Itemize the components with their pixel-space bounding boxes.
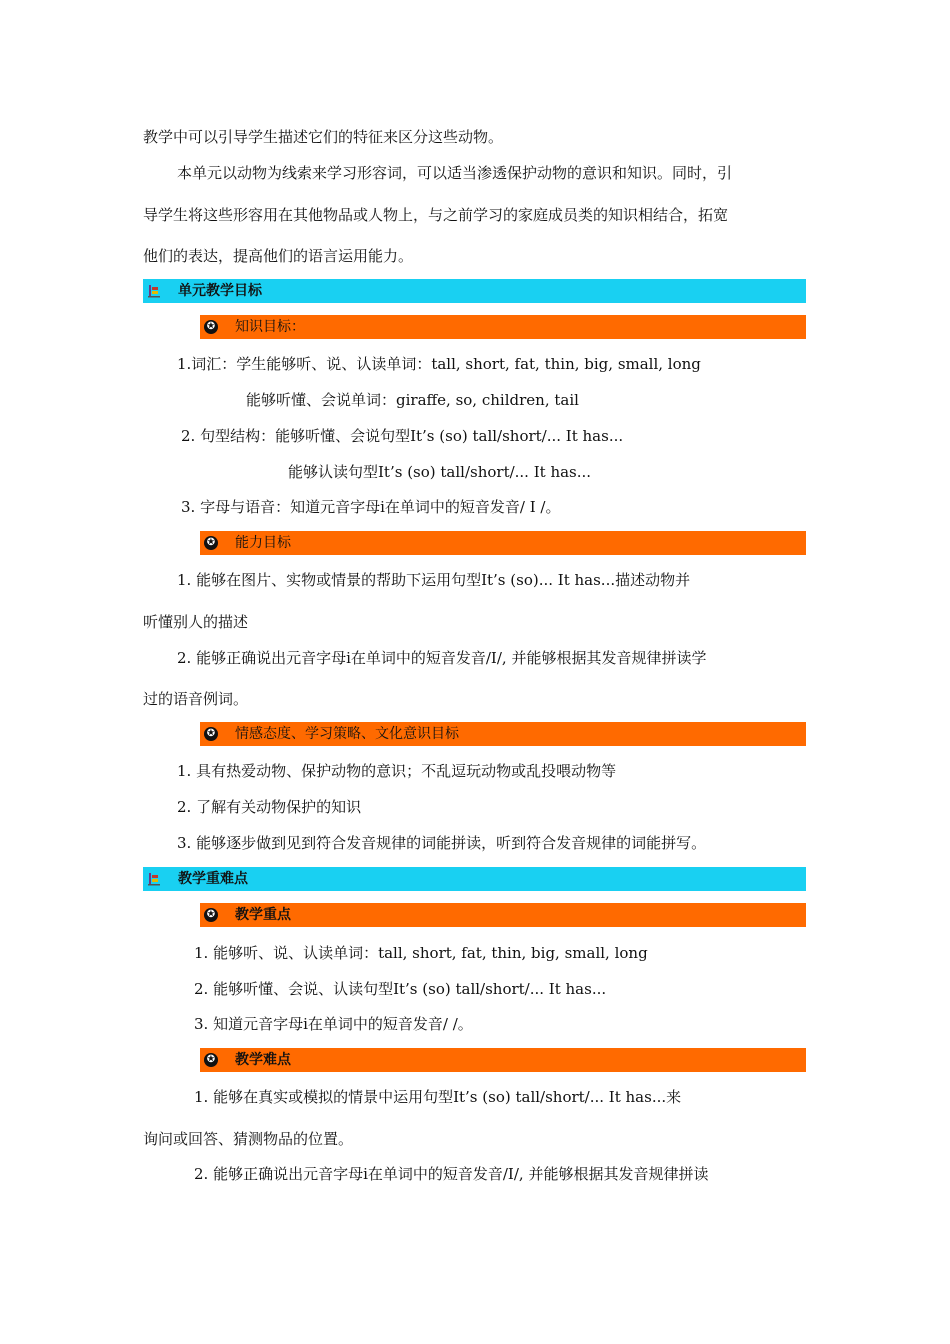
difficult-line-2: 询问或回答、猜测物品的位置。 (143, 1130, 354, 1148)
star-icon: ✪ (204, 536, 218, 550)
star-icon: ✪ (204, 908, 218, 922)
subsection-title: 情感态度、学习策略、文化意识目标 (235, 726, 459, 742)
knowledge-line-3: 2. 句型结构：能够听懂、会说句型It’s (so) tall/short/... It has... (181, 427, 624, 445)
knowledge-line-1: 1.词汇：学生能够听、说、认读单词：tall, short, fat, thin, big, small, long (177, 355, 701, 373)
emotion-line-2: 2. 了解有关动物保护的知识 (177, 798, 362, 816)
flag-icon (147, 872, 161, 886)
intro-line-1: 教学中可以引导学生描述它们的特征来区分这些动物。 (143, 128, 504, 146)
star-icon: ✪ (204, 320, 218, 334)
key-line-2: 2. 能够听懂、会说、认读句型It’s (so) tall/short/... It has... (194, 980, 607, 998)
subsection-header-difficult (200, 1048, 806, 1072)
subsection-header-ability (200, 531, 806, 555)
subsection-title: 教学难点 (235, 1052, 291, 1068)
ability-line-4: 过的语音例词。 (143, 690, 249, 708)
section-header-unit-goals (143, 279, 806, 303)
ability-line-1: 1. 能够在图片、实物或情景的帮助下运用句型It’s (so)... It has...描述动物并 (177, 571, 691, 589)
flag-icon (147, 284, 161, 298)
subsection-header-emotion (200, 722, 806, 746)
subsection-header-key (200, 903, 806, 927)
section-title: 教学重难点 (178, 871, 248, 887)
emotion-line-1: 1. 具有热爱动物、保护动物的意识；不乱逗玩动物或乱投喂动物等 (177, 762, 617, 780)
section-header-key-difficult (143, 867, 806, 891)
key-line-1: 1. 能够听、说、认读单词：tall, short, fat, thin, big, small, long (194, 944, 648, 962)
subsection-title: 知识目标： (235, 319, 305, 335)
knowledge-line-4: 能够认读句型It’s (so) tall/short/... It has... (288, 463, 592, 481)
intro-line-3: 导学生将这些形容用在其他物品或人物上，与之前学习的家庭成员类的知识相结合，拓宽 (143, 206, 729, 224)
emotion-line-3: 3. 能够逐步做到见到符合发音规律的词能拼读，听到符合发音规律的词能拼写。 (177, 834, 707, 852)
knowledge-line-5: 3. 字母与语音：知道元音字母i在单词中的短音发音/ I /。 (181, 498, 561, 516)
ability-line-3: 2. 能够正确说出元音字母i在单词中的短音发音/I/, 并能够根据其发音规律拼读学 (177, 649, 707, 667)
star-icon: ✪ (204, 1053, 218, 1067)
section-title: 单元教学目标 (178, 283, 262, 299)
difficult-line-1: 1. 能够在真实或模拟的情景中运用句型It’s (so) tall/short/... It has...来 (194, 1088, 682, 1106)
subsection-title: 能力目标 (235, 535, 291, 551)
intro-line-4: 他们的表达，提高他们的语言运用能力。 (143, 247, 414, 265)
key-line-3: 3. 知道元音字母i在单词中的短音发音/ /。 (194, 1015, 473, 1033)
star-icon: ✪ (204, 727, 218, 741)
ability-line-2: 听懂别人的描述 (143, 613, 249, 631)
subsection-title: 教学重点 (235, 907, 291, 923)
intro-line-2: 本单元以动物为线索来学习形容词，可以适当渗透保护动物的意识和知识。同时，引 (177, 164, 733, 182)
difficult-line-3: 2. 能够正确说出元音字母i在单词中的短音发音/I/, 并能够根据其发音规律拼读 (194, 1165, 709, 1183)
subsection-header-knowledge (200, 315, 806, 339)
knowledge-line-2: 能够听懂、会说单词：giraffe, so, children, tail (246, 391, 579, 409)
